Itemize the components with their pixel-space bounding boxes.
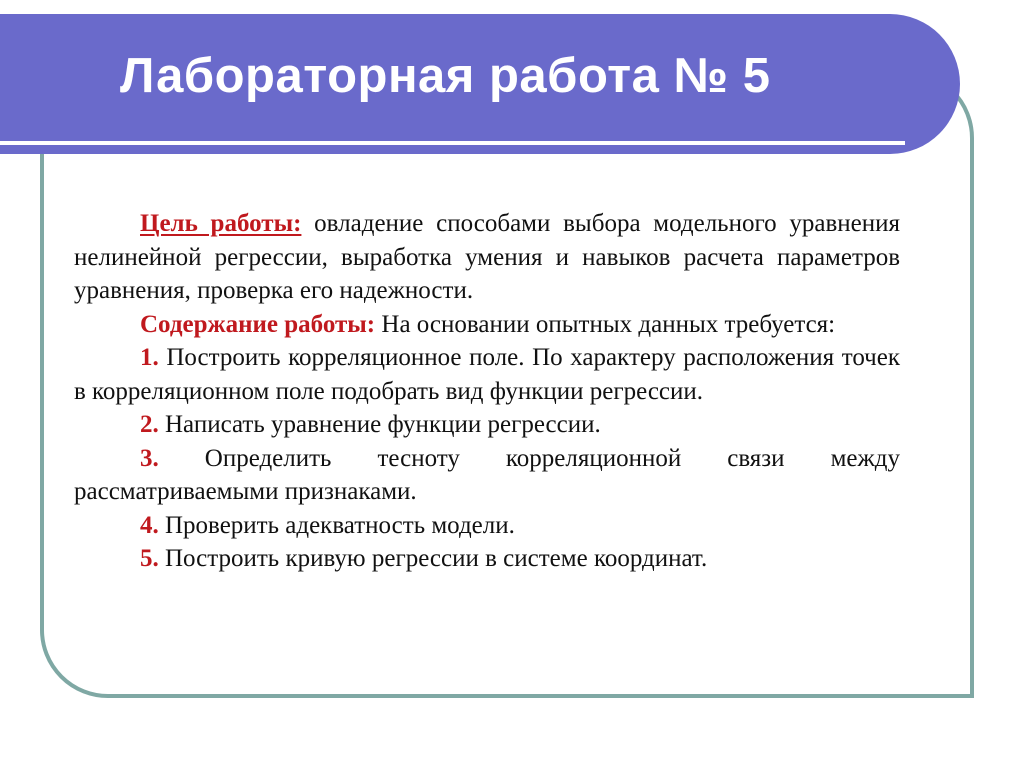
- content-paragraph: [74, 308, 900, 342]
- task-item: [74, 542, 900, 576]
- task-text: Проверить адекватность модели.: [158, 511, 515, 539]
- task-item: [74, 341, 900, 408]
- goal-paragraph: [74, 207, 900, 308]
- task-item: [74, 509, 900, 543]
- task-text: Написать уравнение функции регрессии.: [158, 411, 601, 438]
- content-label: Содержание работы:: [140, 310, 376, 338]
- task-item: [74, 442, 900, 509]
- goal-label: Цель работы:: [140, 210, 302, 237]
- slide-body: [74, 207, 900, 576]
- task-text: Построить кривую регрессии в системе координат.: [158, 545, 708, 572]
- task-number: 3.: [140, 444, 159, 472]
- task-number: 1.: [140, 344, 159, 371]
- task-text: Построить корреляционное поле. По характеру расположения точек в корреляционном поле подобрать вид функции регрессии.: [74, 344, 900, 405]
- task-item: [74, 408, 900, 442]
- content-text: На основании опытных данных требуется:: [375, 310, 836, 338]
- title-bar: [0, 14, 960, 154]
- task-text: Определить тесноту корреляционной связи между рассматриваемыми признаками.: [74, 444, 900, 505]
- task-number: 4.: [140, 511, 159, 539]
- title-underline: [0, 141, 905, 145]
- task-number: 5.: [140, 545, 159, 572]
- goal-text: овладение способами выбора модельного уравнения нелинейной регрессии, выработка умения и навыков расчета параметров уравнения, проверка его надежности.: [74, 210, 900, 304]
- slide-title: Лабораторная работа № 5: [120, 49, 771, 103]
- task-number: 2.: [140, 411, 159, 438]
